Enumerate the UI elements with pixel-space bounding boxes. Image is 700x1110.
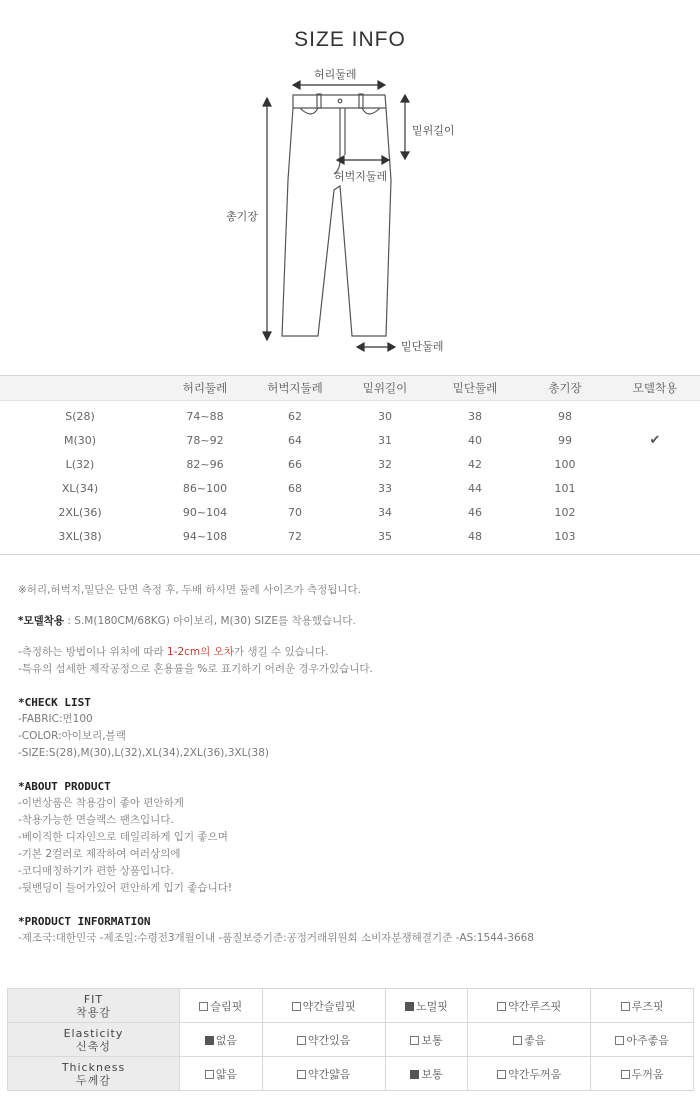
length-cell: 101 [554, 481, 576, 495]
checkbox-checked-icon [405, 1002, 414, 1011]
size-cell: 3XL(38) [58, 529, 102, 543]
thigh-cell: 68 [288, 481, 302, 495]
checkbox-icon [621, 1002, 630, 1011]
measure-note: ※허리,허벅지,밑단은 단면 측정 후, 두배 하시면 둘레 사이즈가 측정됩니다. [18, 584, 361, 596]
waist-cell: 82~96 [186, 457, 224, 471]
product-info-title: *PRODUCT INFORMATION [18, 915, 151, 928]
thigh-cell: 66 [288, 457, 302, 471]
rise-cell: 32 [378, 457, 392, 471]
checkbox-icon [497, 1002, 506, 1011]
size-cell: XL(34) [61, 481, 99, 495]
size-cell: S(28) [65, 409, 95, 423]
thickness-option: 얇음 [180, 1057, 263, 1091]
list-item: -SIZE:S(28),M(30),L(32),XL(34),2XL(36),3XL(38) [18, 747, 269, 759]
fit-option: 루즈핏 [591, 989, 694, 1023]
elasticity-option: 보통 [385, 1023, 468, 1057]
length-cell: 99 [558, 433, 572, 447]
fit-option: 슬림핏 [180, 989, 263, 1023]
size-table [0, 375, 700, 555]
length-cell: 98 [558, 409, 572, 423]
header-model: 모델착용 [632, 381, 678, 395]
thickness-option: 약간두꺼움 [468, 1057, 591, 1091]
checkbox-icon [621, 1070, 630, 1079]
hem-cell: 38 [468, 409, 482, 423]
hem-label: 밑단둘레 [401, 340, 444, 353]
size-table-header [0, 375, 700, 401]
header-waist: 허리둘레 [182, 381, 228, 395]
table-row [0, 428, 700, 452]
waist-cell: 78~92 [186, 433, 224, 447]
thigh-label: 허벅지둘레 [334, 170, 388, 183]
thickness-label: Thickness 두께감 [8, 1057, 180, 1091]
list-item: -기본 2컬러로 제작하여 여러상의에 [18, 848, 181, 860]
fit-table [7, 988, 694, 1091]
list-item: -FABRIC:면100 [18, 713, 93, 725]
size-cell: M(30) [63, 433, 97, 447]
checkbox-icon [297, 1070, 306, 1079]
fit-option: 약간슬림핏 [262, 989, 385, 1023]
elasticity-option: 아주좋음 [591, 1023, 694, 1057]
length-cell: 102 [554, 505, 576, 519]
product-info-text: -제조국:대한민국 -제조일:수령전3개월이내 -품질보증기준:공정거래위원회 소비자분쟁해결기준 -AS:1544-3668 [18, 932, 534, 944]
pants-diagram [0, 60, 700, 365]
elasticity-label: Elasticity 신축성 [8, 1023, 180, 1057]
checkbox-icon [615, 1036, 624, 1045]
thigh-cell: 70 [288, 505, 302, 519]
pants-illustration [0, 60, 700, 365]
length-label: 총기장 [226, 210, 258, 223]
model-info [18, 613, 688, 630]
header-rise: 밑위길이 [362, 381, 408, 395]
list-item: -베이직한 디자인으로 데일리하게 입기 좋으며 [18, 831, 228, 843]
checkbox-icon [292, 1002, 301, 1011]
list-item: -COLOR:아이보리,블랙 [18, 730, 126, 742]
elasticity-row [8, 1023, 694, 1057]
hem-cell: 44 [468, 481, 482, 495]
thickness-option: 약간얇음 [262, 1057, 385, 1091]
waist-cell: 90~104 [182, 505, 228, 519]
model-text: : S.M(180CM/68KG) 아이보리, M(30) SIZE를 착용했습니다. [64, 615, 356, 627]
elasticity-option: 좋음 [468, 1023, 591, 1057]
checkbox-icon [513, 1036, 522, 1045]
rise-cell: 34 [378, 505, 392, 519]
checkmark-icon: ✔ [649, 432, 661, 448]
elasticity-option: 없음 [180, 1023, 263, 1057]
rise-cell: 35 [378, 529, 392, 543]
product-notes [18, 582, 688, 947]
table-row [0, 452, 700, 476]
hem-cell: 46 [468, 505, 482, 519]
list-item: -이번상품은 착용감이 좋아 편안하게 [18, 797, 184, 809]
rise-cell: 33 [378, 481, 392, 495]
model-label: *모델착용 [18, 615, 65, 627]
thigh-cell: 62 [288, 409, 302, 423]
checkbox-icon [410, 1036, 419, 1045]
checkbox-checked-icon [205, 1036, 214, 1045]
page-title: SIZE INFO [294, 28, 406, 51]
blend-note: -특유의 섬세한 제작공정으로 혼용률을 %로 표기하기 어려운 경우가있습니다. [18, 663, 373, 675]
hem-cell: 42 [468, 457, 482, 471]
length-cell: 100 [554, 457, 576, 471]
fit-option: 노멀핏 [385, 989, 468, 1023]
table-row [0, 500, 700, 524]
header-thigh: 허벅지둘레 [267, 381, 323, 395]
elasticity-option: 약간있음 [262, 1023, 385, 1057]
waist-cell: 94~108 [182, 529, 228, 543]
size-cell: L(32) [65, 457, 95, 471]
rise-cell: 30 [378, 409, 392, 423]
rise-label: 밑위길이 [412, 124, 455, 137]
header-hem: 밑단둘레 [452, 381, 498, 395]
thickness-row [8, 1057, 694, 1091]
thickness-option: 두꺼움 [591, 1057, 694, 1091]
checkbox-checked-icon [410, 1070, 419, 1079]
fit-row [8, 989, 694, 1023]
header-length: 총기장 [548, 381, 582, 395]
thickness-option: 보통 [385, 1057, 468, 1091]
table-row [0, 404, 700, 428]
list-item: -뒷밴딩이 들어가있어 편안하게 입기 좋습니다! [18, 882, 233, 894]
table-row [0, 524, 700, 548]
list-item: -착용가능한 면슬랙스 팬츠입니다. [18, 814, 174, 826]
table-row [0, 476, 700, 500]
hem-cell: 40 [468, 433, 482, 447]
waist-cell: 86~100 [182, 481, 228, 495]
thigh-cell: 64 [288, 433, 302, 447]
fit-label: FIT 착용감 [8, 989, 180, 1023]
checkbox-icon [497, 1070, 506, 1079]
thigh-cell: 72 [288, 529, 302, 543]
checkbox-icon [205, 1070, 214, 1079]
check-list-title: *CHECK LIST [18, 696, 91, 709]
rise-cell: 31 [378, 433, 392, 447]
error-highlight: 1-2cm의 오차 [167, 646, 234, 658]
about-product-title: *ABOUT PRODUCT [18, 780, 111, 793]
checkbox-icon [297, 1036, 306, 1045]
length-cell: 103 [554, 529, 576, 543]
checkbox-icon [199, 1002, 208, 1011]
waist-cell: 74~88 [186, 409, 224, 423]
list-item: -코디매칭하기가 편한 상품입니다. [18, 865, 174, 877]
waist-label: 허리둘레 [314, 68, 357, 81]
fit-option: 약간루즈핏 [468, 989, 591, 1023]
hem-cell: 48 [468, 529, 482, 543]
size-cell: 2XL(36) [58, 505, 102, 519]
error-note: -측정하는 방법이나 위치에 따라 1-2cm의 오차가 생길 수 있습니다. [18, 646, 329, 658]
